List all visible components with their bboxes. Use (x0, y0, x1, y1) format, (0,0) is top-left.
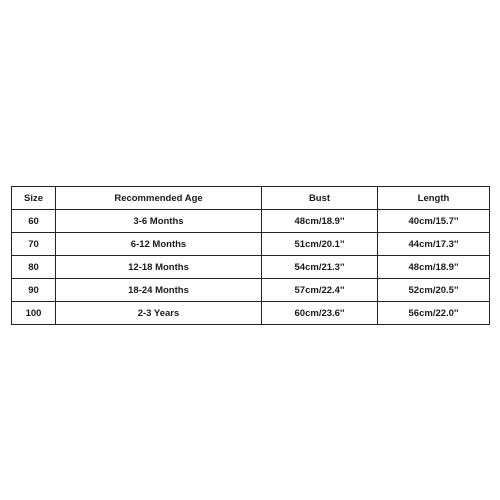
cell-age: 18-24 Months (56, 279, 262, 302)
cell-size: 100 (12, 302, 56, 325)
cell-size: 90 (12, 279, 56, 302)
cell-size: 70 (12, 233, 56, 256)
table-row (12, 210, 490, 233)
cell-length: 52cm/20.5'' (378, 279, 490, 302)
cell-age: 2-3 Years (56, 302, 262, 325)
table-header-row (12, 187, 490, 210)
table-row (12, 256, 490, 279)
size-chart-table (11, 186, 490, 325)
cell-age: 12-18 Months (56, 256, 262, 279)
cell-size: 60 (12, 210, 56, 233)
cell-bust: 54cm/21.3'' (262, 256, 378, 279)
cell-length: 40cm/15.7'' (378, 210, 490, 233)
cell-length: 56cm/22.0'' (378, 302, 490, 325)
table-row (12, 279, 490, 302)
cell-length: 48cm/18.9'' (378, 256, 490, 279)
cell-bust: 60cm/23.6'' (262, 302, 378, 325)
header-length: Length (378, 187, 490, 210)
header-size: Size (12, 187, 56, 210)
header-recommended-age: Recommended Age (56, 187, 262, 210)
cell-length: 44cm/17.3'' (378, 233, 490, 256)
header-bust: Bust (262, 187, 378, 210)
cell-size: 80 (12, 256, 56, 279)
cell-bust: 51cm/20.1'' (262, 233, 378, 256)
cell-age: 3-6 Months (56, 210, 262, 233)
table-row (12, 233, 490, 256)
cell-age: 6-12 Months (56, 233, 262, 256)
table-row (12, 302, 490, 325)
cell-bust: 57cm/22.4'' (262, 279, 378, 302)
cell-bust: 48cm/18.9'' (262, 210, 378, 233)
